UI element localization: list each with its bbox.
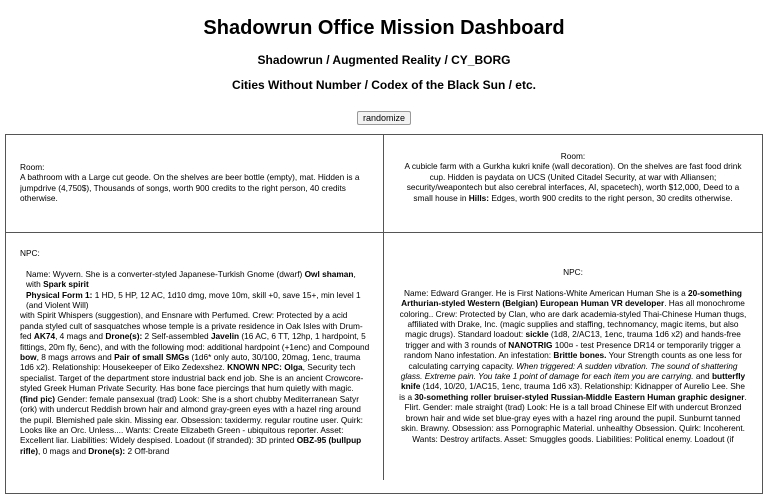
npc-cell-left <box>20 248 372 480</box>
table-column-divider <box>383 134 384 480</box>
npc-cell-right <box>398 267 748 480</box>
npc-description: Name: Wyvern. She is a converter-styled Japanese-Turkish Gnome (dwarf) Owl shaman, with Spark spirit Physical Form 1: 1 HD, 5 HP, 12 AC, 1d10 dmg, move 10m, skill +0, save 15+, min level 1 (and Violent Will) <box>26 268 361 311</box>
npc-label: NPC: <box>20 248 40 258</box>
room-description: A cubicle farm with a Gurkha kukri knife (wall decoration). On the shelves are fast food drink cup. Hidden is paydata on UCS (United Citadel Security, at war with Alliansen; security/weapontech but also cerebral interfaces, AI, spacetech), worth $12,000, Deed to a small house in Hills: Edges, worth 900 credits to the right person, 30 credits otherwise. <box>404 161 742 203</box>
room-label: Room: <box>20 162 45 172</box>
room-label: Room: <box>560 151 586 161</box>
room-cell-right <box>398 151 748 203</box>
page-subtitle-more-systems: Cities Without Number / Codex of the Black Sun / etc. <box>232 78 536 92</box>
npc-description: Name: Edward Granger. He is First Nations-White American Human She is a 20-something Arthurian-styled Western (Belgian) European Human VR developer. Has all monochrome coloring.. Crew: Protected by Clan, who are dark academia-styled Thai-Chinese Human thugs, affiliated with Drake, Inc. (magic supplies and staffing, technomancy, magic items, but also magic drugs). Standard loadout: sickle (1d8, 2/AC13, 1enc, trauma 1d6 x2) and hands-free trigger and with 3 rounds of NANOTRIG 100¤ - test Presence DR14 or temporarily trigger a random Nano infestation. An infestation: Brittle bones. Your Strength counts as one less for calculating carrying capacity. When triggered: A sudden vibration. The sound of shattering glass. Extreme pain. You take 1 point of damage for each item you are carrying. and butterfly knife (1d4, 10/20, 1/AC15, 1enc, trauma 1d6 x3). Relationship: Kidnapper of Aurelio Lee. She is a 30-something roller bruiser-styled Russian-Middle Eastern Human graphic designer. Flirt. Gender: male straight (trad) Look: He is a tall broad Chinese Elf with undercut Bronzed brown hair and wide set blue-gray eyes with a hazel ring around the pupil. Sunburnt tanned skin. Brawny. Obsession: ass Pornographic Material. unhealthy Obsession. Quirk: Incoherent. Wants: Destroy artifacts. Asset: Smuggles goods. Liabilities: Political enemy. Loadout (if <box>399 287 747 444</box>
npc-details: with Spirit Whispers (suggestion), and Ensnare with Perfumed. Crew: Protected by a acid panda styled cult of sasquatches whose temple is a private residence in Oak Isles with Drum-fed AK74, 4 mags and Drone(s): 2 Self-assembled Javelin (16 AC, 6 TT, 12hp, 1 hardpoint, 5 fittings, 20m fly, 6enc), and with the following mod: additional hardpoint (+1enc) and Compound bow, 8 mags arrows and Pair of small SMGs (1d6* only auto, 30/100, 20mag, 1enc, trauma 1d6 x2). Relationship: Housekeeper of Eiko Zedexshez. KNOWN NPC: Olga, Security tech specialist. Target of the department store industrial back end job. She is an ancient Crowcore-styled Greek Human Private Security. Has bone face piercings that hum quietly with magic. (find pic) Gender: female pansexual (trad) Look: She is a short chubby Mediterranean Satyr (ork) with undercut Reddish brown hair and almond gray-green eyes with a hazel ring around the pupil. Blemished pale skin. Missing ear. Obsession: taxidermy. regular routine user. Quirk: Looks like an Orc. Unless.... Wants: Create Elizabeth Green - ubiquitous reporter. Asset: Excellent liar. Liabilities: Widely despised. Loadout (if stranded): 3D printed OBZ-95 (bullpup rifle), 0 mags and Drone(s): 2 Off-brand <box>20 310 370 456</box>
page-subtitle-systems: Shadowrun / Augmented Reality / CY_BORG <box>257 53 511 67</box>
table-row-divider <box>5 232 763 233</box>
randomize-button[interactable]: randomize <box>357 111 411 125</box>
room-description: A bathroom with a Large cut geode. On the shelves are beer bottle (empty), mat. Hidden is a jumpdrive (4,750$), Thousands of songs, worth 900 credits to the right person, 40 credits otherwise. <box>20 172 360 204</box>
room-cell-left <box>20 162 372 204</box>
page-title: Shadowrun Office Mission Dashboard <box>203 17 565 39</box>
npc-label: NPC: <box>563 267 583 277</box>
